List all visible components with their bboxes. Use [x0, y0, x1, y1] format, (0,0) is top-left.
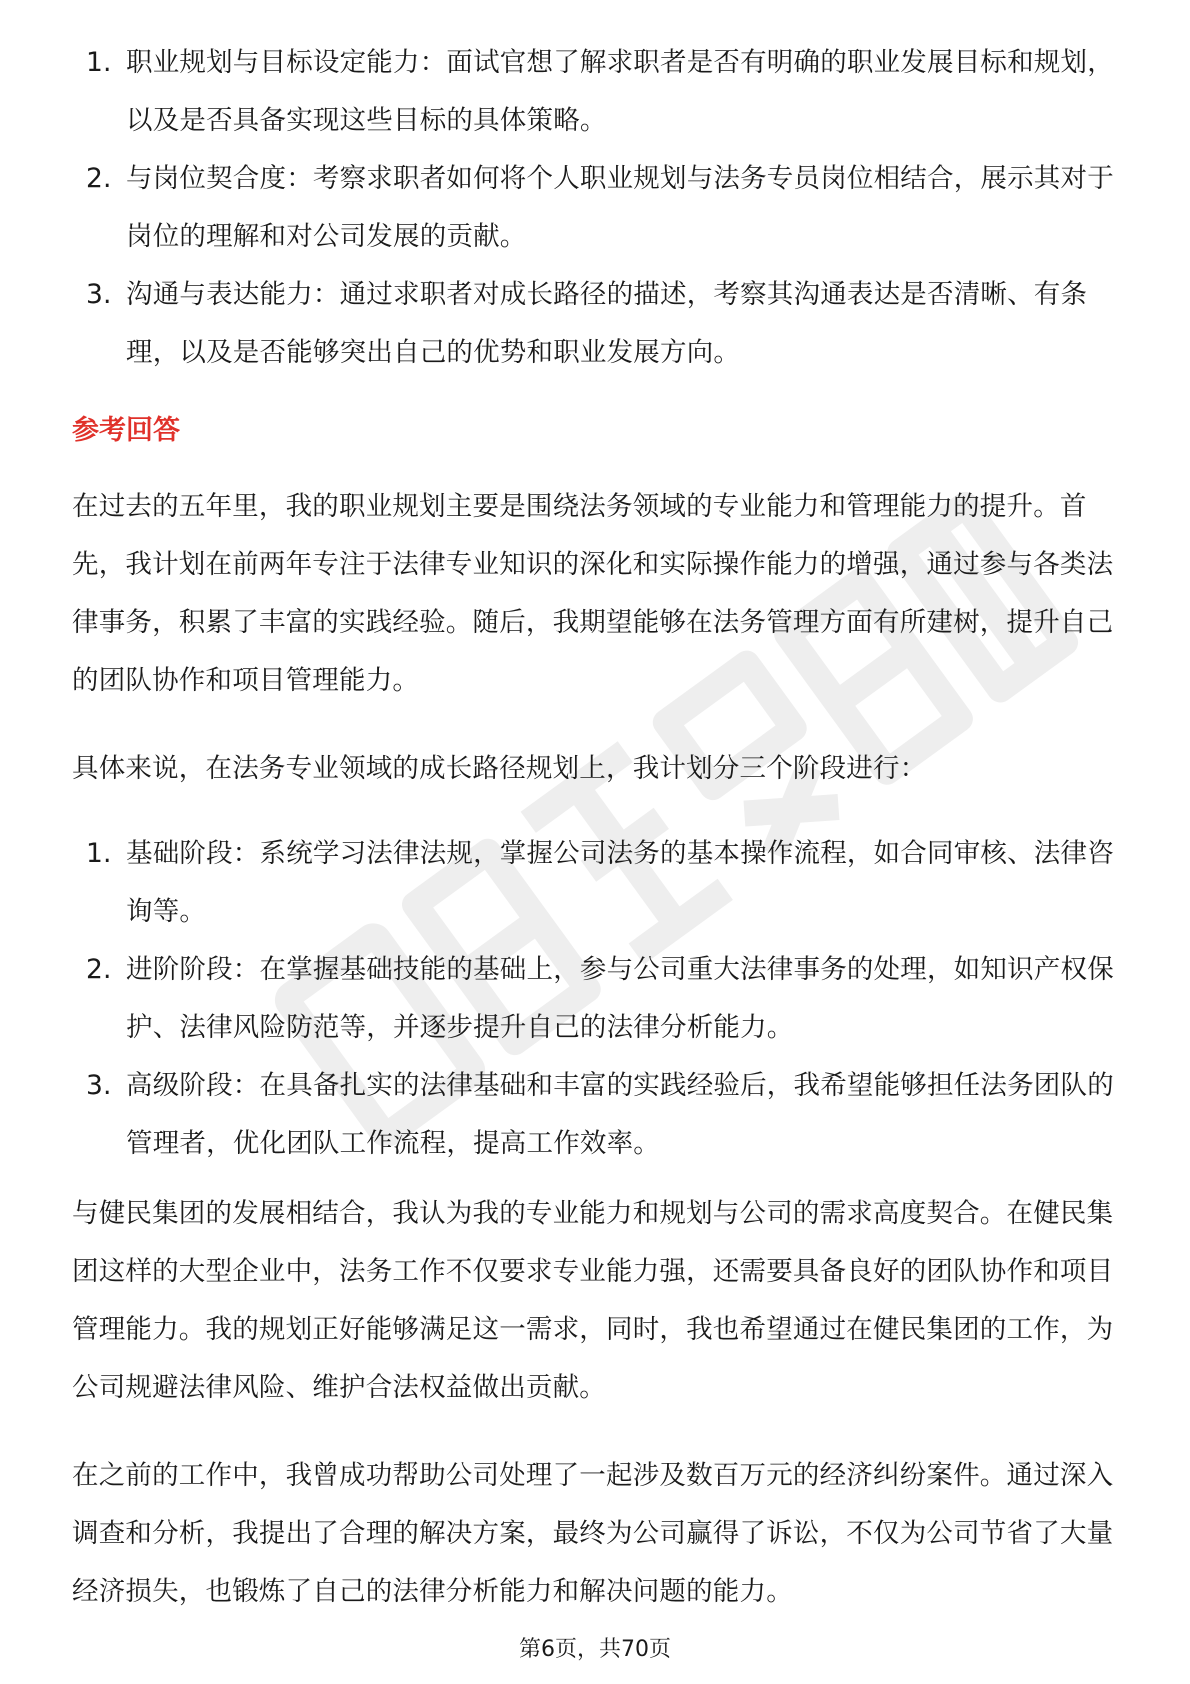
list-item: [74, 266, 1114, 382]
section-heading: 参考回答: [72, 415, 180, 446]
answer-paragraph-3: 与健民集团的发展相结合，我认为我的专业能力和规划与公司的需求高度契合。在健民集团这样的大型企业中，法务工作不仅要求专业能力强，还需要具备良好的团队协作和项目管理能力。我的规划正好能够满足这一需求，同时，我也希望通过在健民集团的工作，为公司规避法律风险、维护合法权益做出贡献。: [72, 1198, 1114, 1403]
list-item-text: 与岗位契合度：考察求职者如何将个人职业规划与法务专员岗位相结合，展示其对于岗位的理解和对公司发展的贡献。: [126, 163, 1114, 252]
list-item: [74, 34, 1114, 150]
list-number: 1.: [86, 838, 112, 869]
growth-stages-list: [74, 825, 1114, 1173]
answer-paragraph-4: 在之前的工作中，我曾成功帮助公司处理了一起涉及数百万元的经济纠纷案件。通过深入调查和分析，我提出了合理的解决方案，最终为公司赢得了诉讼，不仅为公司节省了大量经济损失，也锻炼了自己的法律分析能力和解决问题的能力。: [72, 1460, 1114, 1607]
list-number: 3.: [86, 279, 112, 310]
list-item: [74, 825, 1114, 941]
list-item-text: 职业规划与目标设定能力：面试官想了解求职者是否有明确的职业发展目标和规划，以及是否具备实现这些目标的具体策略。: [126, 47, 1114, 136]
answer-paragraph-2: 具体来说，在法务专业领域的成长路径规划上，我计划分三个阶段进行：: [72, 753, 927, 784]
list-number: 1.: [86, 47, 112, 78]
page-number-footer: 第6页，共70页: [519, 1637, 671, 1662]
list-number: 2.: [86, 163, 112, 194]
evaluation-points-list: [74, 34, 1114, 382]
list-item: [74, 150, 1114, 266]
list-item-text: 进阶阶段：在掌握基础技能的基础上，参与公司重大法律事务的处理，如知识产权保护、法律风险防范等，并逐步提升自己的法律分析能力。: [126, 954, 1114, 1043]
list-item-text: 高级阶段：在具备扎实的法律基础和丰富的实践经验后，我希望能够担任法务团队的管理者，优化团队工作流程，提高工作效率。: [126, 1070, 1114, 1159]
list-number: 3.: [86, 1070, 112, 1101]
list-number: 2.: [86, 954, 112, 985]
list-item-text: 沟通与表达能力：通过求职者对成长路径的描述，考察其沟通表达是否清晰、有条理，以及是否能够突出自己的优势和职业发展方向。: [126, 279, 1088, 368]
answer-paragraph-1: 在过去的五年里，我的职业规划主要是围绕法务领域的专业能力和管理能力的提升。首先，我计划在前两年专注于法律专业知识的深化和实际操作能力的增强，通过参与各类法律事务，积累了丰富的实践经验。随后，我期望能够在法务管理方面有所建树，提升自己的团队协作和项目管理能力。: [72, 491, 1114, 696]
list-item: [74, 941, 1114, 1057]
list-item-text: 基础阶段：系统学习法律法规，掌握公司法务的基本操作流程，如合同审核、法律咨询等。: [126, 838, 1114, 927]
list-item: [74, 1057, 1114, 1173]
